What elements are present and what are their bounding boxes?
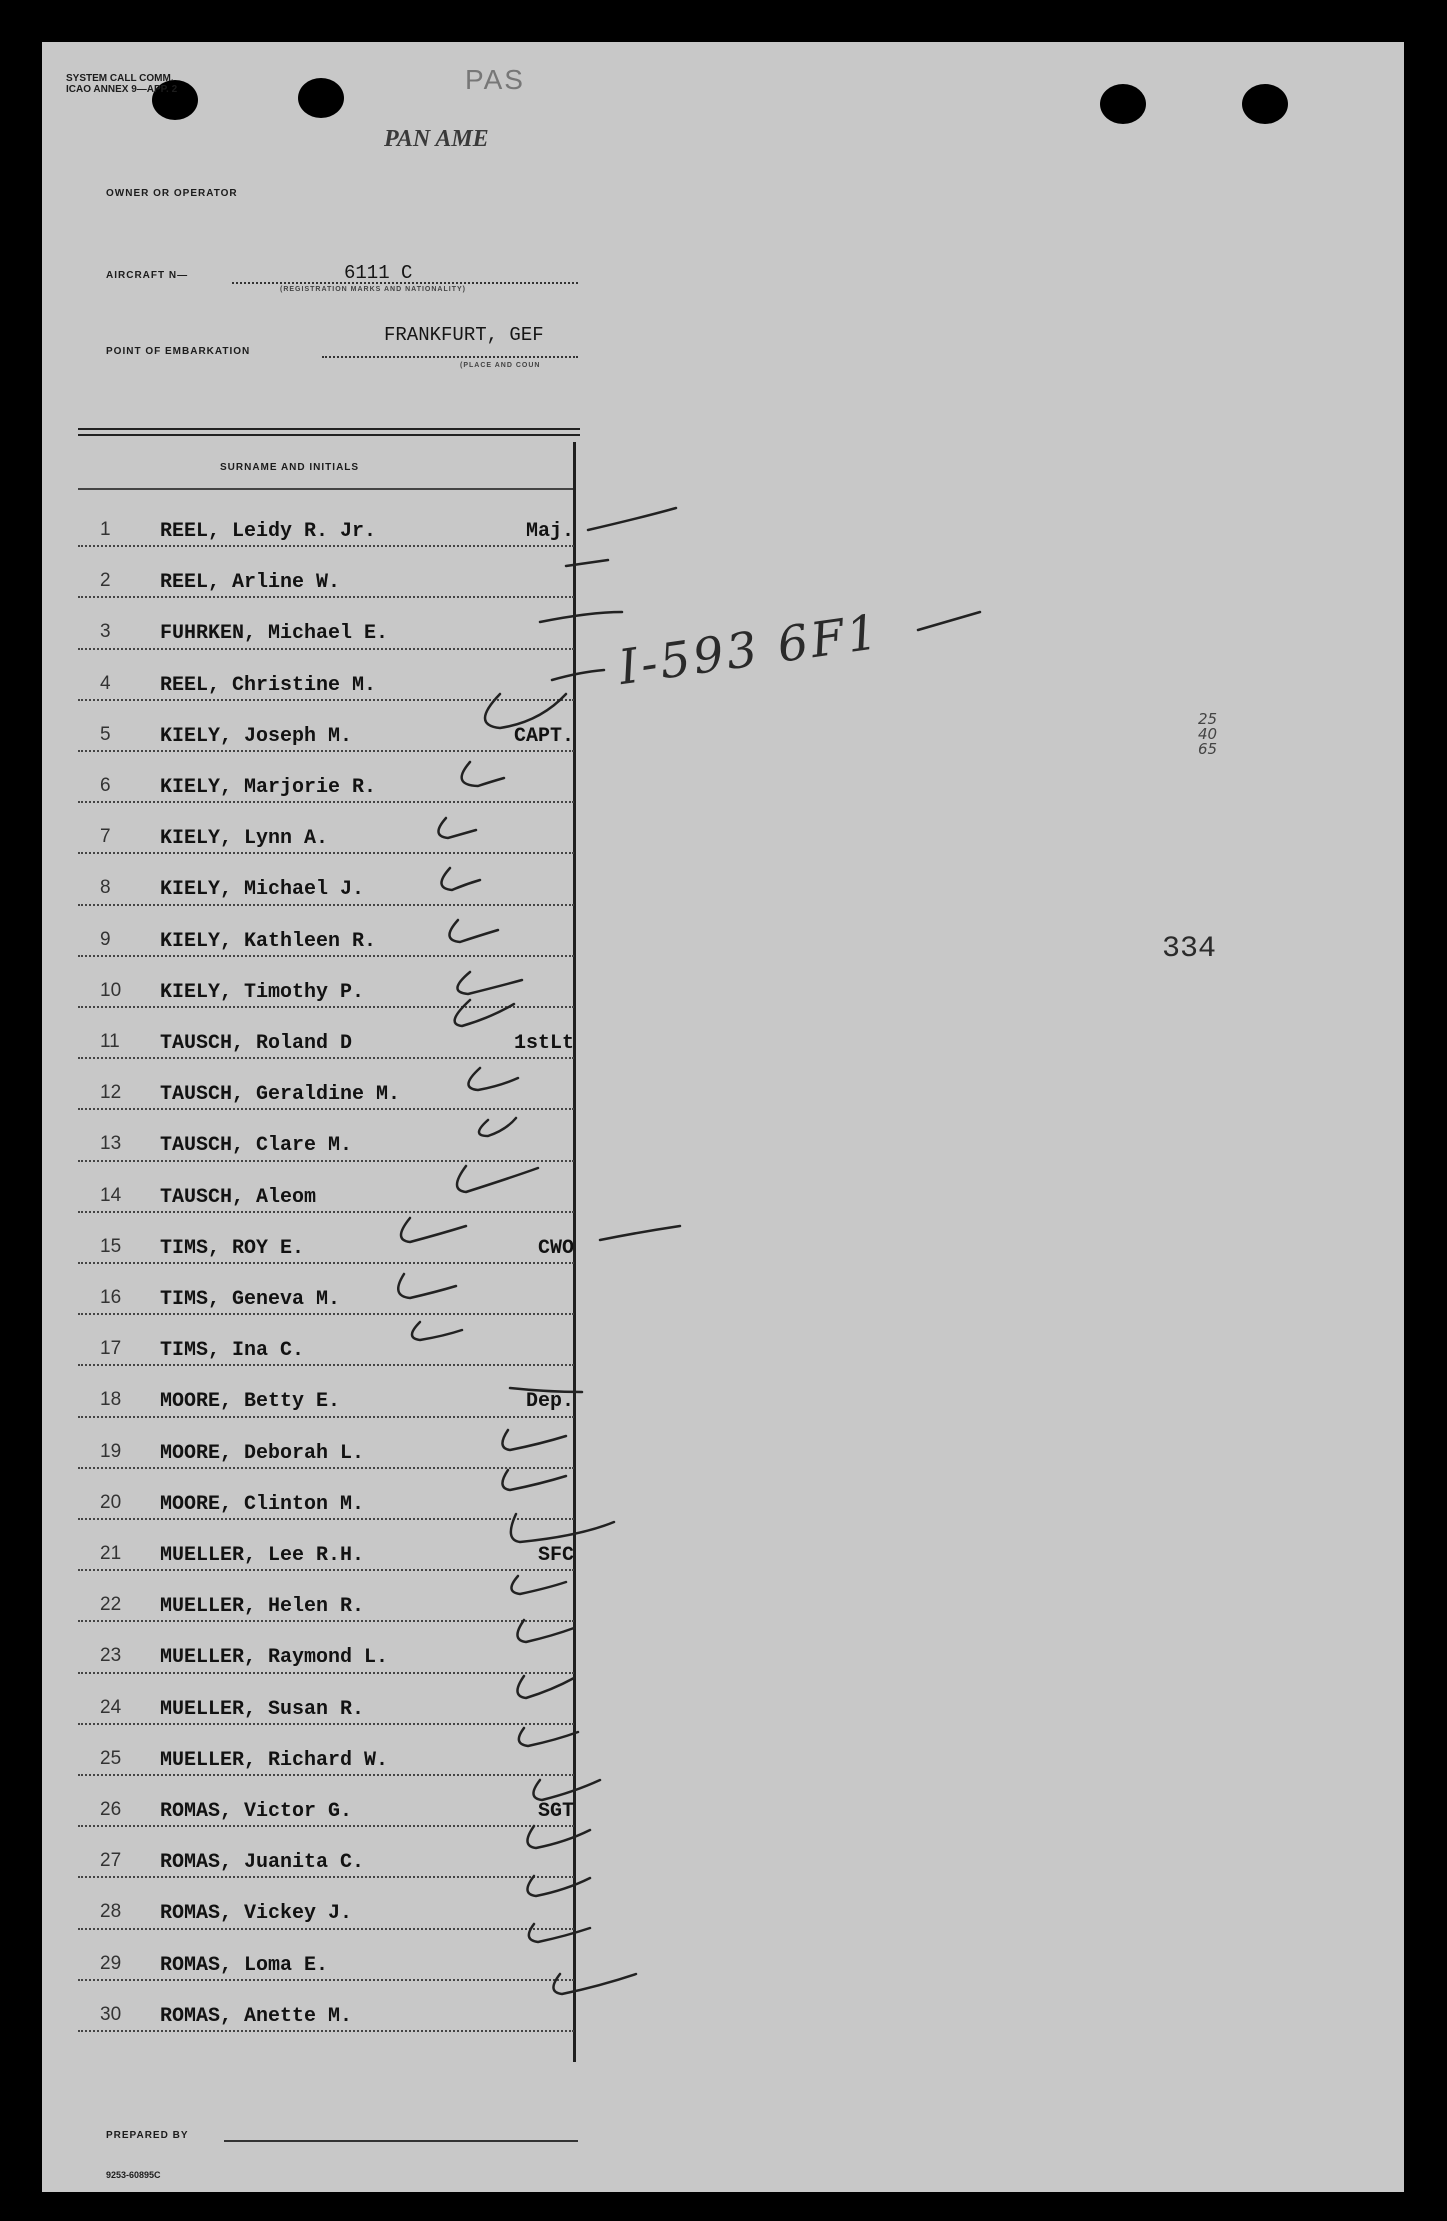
passenger-name: MOORE, Deborah L.: [160, 1441, 365, 1465]
aircraft-value: 6111 C: [344, 262, 413, 284]
check-mark-16: [398, 1274, 456, 1298]
check-mark-27: [527, 1826, 590, 1848]
passenger-name: MUELLER, Richard W.: [160, 1748, 389, 1772]
passenger-name: TAUSCH, Roland D: [160, 1032, 353, 1055]
aircraft-sublabel: (REGISTRATION MARKS AND NATIONALITY): [280, 286, 466, 293]
row-number: 22: [100, 1594, 122, 1616]
check-mark-11: [455, 1000, 514, 1026]
check-mark-17: [412, 1322, 462, 1340]
check-mark-30: [553, 1974, 636, 1994]
row-number: 7: [100, 826, 111, 848]
form-code-line-2: ICAO ANNEX 9—APP. 2: [66, 84, 178, 95]
embark-value: FRANKFURT, GEF: [384, 324, 544, 346]
check-mark-22: [511, 1576, 566, 1594]
row-number: 15: [100, 1235, 122, 1257]
row-number: 26: [100, 1799, 122, 1820]
check-mark-1: [588, 508, 676, 530]
check-mark-7: [438, 818, 476, 838]
passenger-name: KIELY, Kathleen R.: [160, 929, 377, 953]
passenger-rank: Dep.: [525, 1390, 574, 1414]
row-number: 13: [100, 1133, 122, 1155]
prepared-by-line: [224, 2140, 578, 2142]
row-number: 2: [100, 570, 111, 592]
check-mark-14: [457, 1166, 538, 1192]
check-mark-8: [441, 868, 480, 890]
row-number: 9: [100, 928, 111, 950]
passenger-name: MUELLER, Helen R.: [160, 1595, 365, 1619]
tally-marks: [1198, 712, 1217, 757]
passenger-name: ROMAS, Victor G.: [160, 1800, 353, 1823]
tally-1: 25: [1198, 710, 1218, 728]
row-number: 29: [100, 1952, 122, 1974]
passenger-name: FUHRKEN, Michael E.: [160, 622, 389, 646]
row-number: 21: [100, 1543, 122, 1564]
row-number: 8: [100, 877, 111, 899]
embark-sublabel: (PLACE AND COUN: [460, 362, 541, 369]
stray-mark: [600, 1226, 680, 1240]
row-number: 1: [100, 519, 111, 540]
aircraft-label: AIRCRAFT N—: [106, 270, 189, 281]
check-mark-23: [517, 1620, 574, 1642]
passenger-rank: Maj.: [525, 520, 574, 543]
row-number: 24: [100, 1696, 122, 1718]
tally-2: 40: [1198, 725, 1218, 743]
passenger-name: ROMAS, Loma E.: [160, 1953, 329, 1977]
row-number: 6: [100, 775, 111, 796]
prepared-by-label: PREPARED BY: [106, 2130, 189, 2141]
passenger-name: TIMS, Ina C.: [160, 1339, 305, 1363]
embark-label: POINT OF EMBARKATION: [106, 346, 251, 357]
passenger-name: KIELY, Marjorie R.: [160, 776, 377, 799]
passenger-rank: SFC: [537, 1544, 574, 1567]
passenger-rank: SGT: [537, 1800, 574, 1823]
passenger-name: KIELY, Michael J.: [160, 878, 365, 902]
passenger-name: KIELY, Joseph M.: [160, 724, 353, 748]
passenger-name: KIELY, Lynn A.: [160, 827, 329, 851]
check-mark-2: [566, 560, 608, 566]
passenger-name: ROMAS, Vickey J.: [160, 1902, 353, 1926]
row-number: 27: [100, 1850, 122, 1872]
passenger-name: KIELY, Timothy P.: [160, 980, 365, 1004]
row-number: 5: [100, 723, 111, 745]
form-code-line-1: SYSTEM CALL COMM.: [66, 73, 174, 84]
check-mark-12: [468, 1068, 518, 1090]
check-mark-29: [529, 1924, 590, 1942]
passenger-name: ROMAS, Juanita C.: [160, 1851, 365, 1875]
form-title: PAS: [465, 64, 525, 95]
passenger-name: MUELLER, Raymond L.: [160, 1646, 389, 1670]
file-number-dash: [910, 600, 990, 640]
check-mark-13: [479, 1118, 516, 1136]
row-number: 12: [100, 1082, 122, 1104]
page-number: 334: [1162, 932, 1217, 966]
row-number: 20: [100, 1491, 122, 1513]
passenger-name: ROMAS, Anette M.: [160, 2004, 353, 2028]
passenger-name: TIMS, Geneva M.: [160, 1288, 341, 1311]
check-mark-15: [401, 1218, 466, 1242]
check-mark-3: [540, 612, 622, 622]
check-mark-21: [511, 1514, 614, 1542]
check-mark-6: [462, 762, 504, 786]
row-number: 4: [100, 672, 111, 694]
passenger-name: MUELLER, Susan R.: [160, 1697, 365, 1721]
check-mark-20: [502, 1470, 566, 1490]
file-number-handwritten: I-593 6F1: [615, 603, 885, 697]
passenger-name: TAUSCH, Geraldine M.: [160, 1083, 401, 1107]
row-number: 3: [100, 621, 111, 643]
check-mark-19: [502, 1430, 566, 1450]
check-mark-18: [510, 1388, 582, 1392]
passenger-name: REEL, Arline W.: [160, 571, 341, 595]
passenger-rank: 1stLt: [513, 1032, 574, 1055]
owner-label: OWNER OR OPERATOR: [106, 188, 238, 199]
row-number: 14: [100, 1184, 122, 1206]
passenger-name: REEL, Christine M.: [160, 673, 377, 697]
check-mark-28: [527, 1876, 590, 1896]
check-mark-5: [485, 694, 566, 728]
row-number: 18: [100, 1389, 122, 1411]
passenger-name: MOORE, Betty E.: [160, 1390, 341, 1414]
check-mark-26: [533, 1780, 600, 1800]
check-mark-25: [519, 1728, 578, 1746]
check-mark-9: [449, 920, 498, 942]
passenger-name: TIMS, ROY E.: [160, 1236, 305, 1260]
check-mark-24: [517, 1676, 574, 1698]
row-number: 17: [100, 1338, 122, 1360]
check-mark-10: [457, 972, 522, 994]
row-number: 30: [100, 2003, 122, 2025]
passenger-name: TAUSCH, Clare M.: [160, 1134, 353, 1158]
row-number: 11: [100, 1031, 120, 1052]
row-number: 23: [100, 1645, 122, 1667]
passenger-name: MOORE, Clinton M.: [160, 1492, 365, 1516]
row-number: 16: [100, 1287, 122, 1308]
row-number: 10: [100, 979, 122, 1001]
passenger-name: MUELLER, Lee R.H.: [160, 1544, 365, 1567]
tally-3: 65: [1198, 740, 1218, 758]
check-mark-4: [552, 670, 604, 680]
passenger-name: REEL, Leidy R. Jr.: [160, 520, 377, 543]
passenger-rank: CAPT.: [513, 724, 574, 748]
passenger-name: TAUSCH, Aleom: [160, 1185, 317, 1209]
table-header: SURNAME AND INITIALS: [220, 462, 360, 473]
airline-name: PAN AME: [384, 126, 489, 152]
passenger-rank: CWO: [537, 1236, 574, 1260]
footer-code: 9253-60895C: [106, 2170, 161, 2180]
row-number: 19: [100, 1440, 122, 1462]
row-number: 28: [100, 1901, 122, 1923]
row-number: 25: [100, 1747, 122, 1769]
